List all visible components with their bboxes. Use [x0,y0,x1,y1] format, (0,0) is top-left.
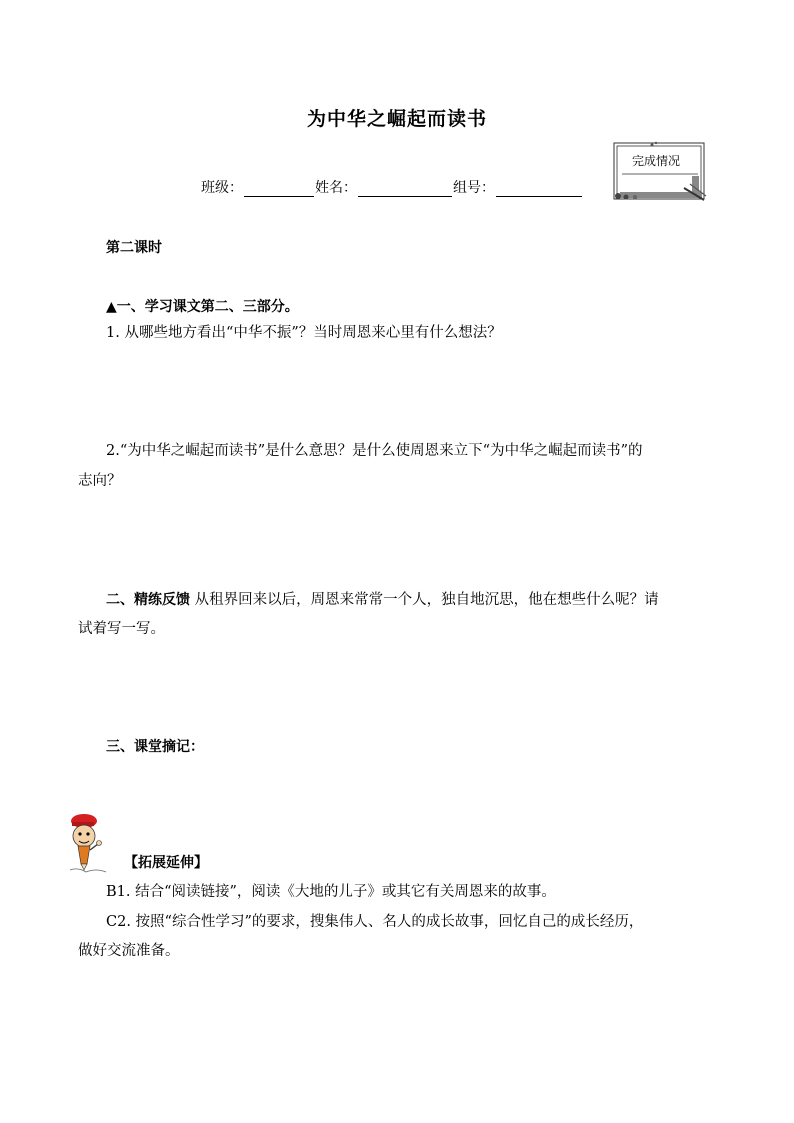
section2-text-line1: 从租界回来以后，周恩来常常一个人，独自地沉思，他在想些什么呢？请 [194,592,659,608]
question-1: 1. 从哪些地方看出“中华不振”？当时周恩来心里有什么想法？ [106,325,502,341]
section2-text-line2: 试着写一写。 [78,621,165,637]
extension-heading: 【拓展延伸】 [124,855,208,871]
lesson-label: 第二课时 [106,240,162,256]
name-label: 姓名： [315,180,357,196]
extension-b1: B1. 结合“阅读链接”，阅读《大地的儿子》或其它有关周恩来的故事。 [106,884,556,900]
pencil-mascot-icon [68,812,120,874]
badge-label: 完成情况 [632,154,681,168]
name-blank[interactable] [358,182,452,197]
section2-line1 [106,590,659,610]
student-info-line [201,177,583,197]
completion-badge [610,140,708,208]
question-2-line1: 2.“为中华之崛起而读书”是什么意思？是什么使周恩来立下“为中华之崛起而读书”的 [106,443,643,459]
extension-c2-line1: C2. 按照“综合性学习”的要求，搜集伟人、名人的成长故事，回忆自己的成长经历， [106,914,644,930]
section2-heading: 二、精练反馈 [106,592,190,608]
section3-heading: 三、课堂摘记： [106,739,204,755]
extension-c2-line2: 做好交流准备。 [78,943,180,959]
class-blank[interactable] [244,182,314,197]
question-2-line2: 志向？ [78,473,122,489]
class-label: 班级： [201,180,243,196]
section1-heading: ▲一、学习课文第二、三部分。 [106,299,299,315]
badge-frame-icon [610,140,708,208]
group-label: 组号： [453,180,495,196]
page-title: 为中华之崛起而读书 [306,108,487,130]
group-blank[interactable] [496,182,582,197]
